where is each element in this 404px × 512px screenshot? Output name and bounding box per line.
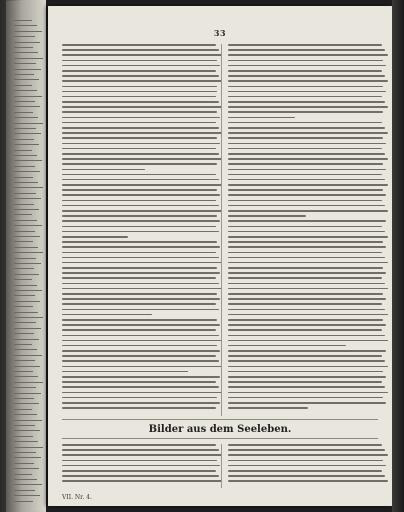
text-line [62, 65, 220, 67]
text-line [62, 283, 219, 285]
spine-text-line [14, 52, 38, 53]
text-line [228, 360, 385, 362]
spine-text-line [14, 96, 42, 97]
text-line [62, 303, 216, 305]
text-line [62, 117, 220, 119]
text-line [228, 65, 386, 67]
text-line [62, 80, 222, 82]
text-line [62, 355, 216, 357]
text-line [228, 319, 383, 321]
book-spine [0, 0, 46, 512]
spine-text-line [14, 501, 33, 502]
spine-text-line [14, 150, 32, 151]
text-line [228, 272, 386, 274]
section-text-column-right [228, 444, 388, 486]
text-line [62, 397, 217, 399]
text-line [62, 127, 219, 129]
spine-text-line [14, 177, 33, 178]
spine-text-line [14, 274, 39, 275]
text-line [228, 226, 382, 228]
text-line [228, 215, 306, 217]
text-line [228, 80, 388, 82]
text-line [62, 257, 219, 259]
text-line [62, 210, 222, 212]
text-line [228, 205, 385, 207]
text-line [228, 475, 385, 477]
text-line [62, 392, 222, 394]
spine-text-line [14, 112, 33, 113]
text-line [228, 143, 386, 145]
text-line [228, 277, 382, 279]
text-line [62, 449, 219, 451]
text-line [228, 293, 383, 295]
spine-text-line [14, 447, 43, 448]
text-line [62, 335, 219, 337]
text-line [62, 122, 216, 124]
spine-text-line [14, 457, 41, 458]
spine-text-line [14, 430, 40, 431]
section-divider-top [62, 419, 378, 420]
text-line [62, 465, 220, 467]
text-line [62, 402, 220, 404]
text-line [62, 137, 217, 139]
text-line [228, 44, 382, 46]
text-line [62, 272, 220, 274]
spine-text-line [14, 382, 43, 383]
text-line [62, 70, 216, 72]
spine-text-line [14, 182, 38, 183]
spine-text-line [14, 317, 43, 318]
spine-text-line [14, 355, 42, 356]
spine-text-line [14, 398, 34, 399]
text-line [228, 210, 388, 212]
text-line [228, 262, 388, 264]
text-line [228, 470, 382, 472]
spine-text-line [14, 63, 36, 64]
spine-text-line [14, 204, 34, 205]
text-line [228, 386, 385, 388]
spine-text-line [14, 268, 34, 269]
text-line [62, 252, 216, 254]
text-line [62, 324, 220, 326]
text-line [228, 335, 385, 337]
spine-text-line [14, 295, 35, 296]
spine-text-line [14, 133, 41, 134]
spine-text-line [14, 387, 36, 388]
text-line [228, 376, 386, 378]
text-line [228, 241, 383, 243]
spine-text-line [14, 441, 38, 442]
text-line [62, 75, 219, 77]
text-line [228, 60, 383, 62]
text-line [62, 475, 219, 477]
text-line [228, 200, 382, 202]
spine-text-line [14, 225, 42, 226]
text-line [228, 355, 382, 357]
text-line [228, 231, 385, 233]
text-line [62, 345, 217, 347]
text-line [62, 158, 222, 160]
spine-text-line [14, 236, 40, 237]
text-line [228, 449, 385, 451]
text-line [228, 392, 388, 394]
spine-text-line [14, 144, 39, 145]
text-line [62, 407, 216, 409]
spine-text-line [14, 349, 37, 350]
text-line [62, 49, 219, 51]
text-line [62, 460, 217, 462]
text-line [62, 350, 220, 352]
spine-text-line [14, 328, 41, 329]
spine-text-line [14, 409, 32, 410]
spine-text-line [14, 279, 32, 280]
text-line [228, 324, 386, 326]
text-line [228, 111, 383, 113]
text-line [62, 44, 216, 46]
text-line [62, 309, 219, 311]
section-divider-bottom [62, 438, 378, 439]
spine-text-line [14, 376, 38, 377]
text-line [62, 179, 219, 181]
text-line [62, 148, 216, 150]
text-line [62, 215, 217, 217]
spine-text-line [14, 484, 42, 485]
spine-text-line [14, 403, 39, 404]
spine-text-line [14, 47, 33, 48]
spine-text-line [14, 123, 43, 124]
spine-text-line [14, 155, 37, 156]
spine-text-line [14, 371, 33, 372]
text-line [62, 340, 222, 342]
spine-text-line [14, 312, 38, 313]
spine-text-line [14, 247, 38, 248]
spine-text-line [14, 42, 40, 43]
text-line [228, 106, 388, 108]
text-line [228, 236, 388, 238]
spine-text-line [14, 339, 39, 340]
spine-text-line [14, 79, 39, 80]
text-line [228, 127, 385, 129]
spine-text-line [14, 258, 36, 259]
text-line [62, 366, 222, 368]
text-line [62, 314, 152, 316]
text-line [62, 360, 219, 362]
text-line [62, 444, 216, 446]
text-line [228, 267, 383, 269]
text-line [228, 70, 382, 72]
text-line [62, 189, 217, 191]
scan-edge [392, 0, 404, 512]
text-line [62, 267, 217, 269]
text-line [228, 96, 382, 98]
text-line [62, 262, 222, 264]
text-line [228, 246, 386, 248]
text-line [62, 96, 216, 98]
text-line [62, 231, 219, 233]
spine-text-line [14, 322, 36, 323]
spine-text-line [14, 452, 36, 453]
spine-text-line [14, 74, 34, 75]
spine-text-line [14, 344, 32, 345]
text-line [228, 454, 388, 456]
text-line [62, 132, 222, 134]
spine-text-line [14, 479, 37, 480]
text-line [62, 241, 217, 243]
text-line [62, 371, 188, 373]
spine-text-line [14, 425, 35, 426]
spine-text-line [14, 360, 35, 361]
spine-text-line [14, 31, 42, 32]
text-line [228, 480, 388, 482]
spine-text-line [14, 101, 35, 102]
text-line [228, 381, 382, 383]
text-column-left [62, 44, 222, 412]
text-line [62, 246, 220, 248]
text-line [228, 122, 382, 124]
text-line [228, 132, 388, 134]
spine-text-line [14, 301, 40, 302]
spine-text-line [14, 69, 41, 70]
spine-text-line [14, 187, 43, 188]
spine-text-line [14, 285, 37, 286]
section-text-column-left [62, 444, 222, 486]
spine-text-line [14, 241, 33, 242]
text-line [228, 101, 385, 103]
text-line [228, 153, 385, 155]
spine-text-line [14, 420, 42, 421]
spine-text-line [14, 209, 39, 210]
text-line [228, 366, 388, 368]
text-line [62, 298, 220, 300]
text-line [62, 236, 128, 238]
section-heading: Bilder aus dem Seeleben. [148, 424, 292, 435]
text-line [62, 205, 219, 207]
spine-text-line [14, 393, 41, 394]
spine-text-line [14, 85, 32, 86]
text-line [62, 386, 219, 388]
text-line [62, 60, 217, 62]
text-line [62, 381, 216, 383]
text-line [228, 298, 386, 300]
text-line [228, 314, 388, 316]
text-line [228, 340, 388, 342]
spine-text-line [14, 171, 40, 172]
text-line [62, 470, 216, 472]
text-line [62, 226, 216, 228]
spine-text-line [14, 25, 37, 26]
book-page [48, 6, 392, 506]
spine-text-line [14, 106, 40, 107]
spine-text-line [14, 220, 37, 221]
text-line [62, 169, 145, 171]
text-line [62, 194, 220, 196]
text-line [62, 153, 219, 155]
text-line [228, 220, 386, 222]
spine-text-line [14, 495, 40, 496]
spine-text-line [14, 193, 36, 194]
column-divider [221, 44, 222, 416]
text-line [228, 137, 383, 139]
text-line [228, 283, 385, 285]
text-line [228, 54, 388, 56]
text-line [228, 257, 385, 259]
spine-text-line [14, 333, 34, 334]
spine-text-line [14, 117, 38, 118]
text-line [62, 86, 217, 88]
text-line [228, 402, 386, 404]
spine-text-line [14, 36, 35, 37]
spine-text-line [14, 198, 41, 199]
text-line [228, 189, 383, 191]
spine-text-line [14, 290, 42, 291]
text-line [228, 444, 382, 446]
text-line [228, 91, 386, 93]
text-line [228, 465, 386, 467]
page-number: 33 [213, 28, 227, 38]
text-line [228, 371, 383, 373]
text-line [62, 106, 222, 108]
text-line [62, 54, 222, 56]
spine-text-line [14, 231, 35, 232]
text-line [228, 169, 386, 171]
text-line [228, 345, 346, 347]
spine-text-line [14, 90, 37, 91]
text-line [62, 184, 222, 186]
text-line [62, 91, 217, 93]
text-line [228, 460, 383, 462]
spine-text-line [14, 20, 32, 21]
text-line [228, 163, 383, 165]
text-line [228, 75, 385, 77]
text-line [228, 252, 382, 254]
text-line [228, 86, 383, 88]
text-line [228, 288, 388, 290]
text-line [228, 49, 385, 51]
text-line [228, 148, 382, 150]
text-line [228, 184, 388, 186]
spine-text-line [14, 474, 32, 475]
text-line [228, 179, 385, 181]
text-line [62, 329, 216, 331]
text-line [62, 174, 216, 176]
spine-text-line [14, 160, 42, 161]
spine-text-line [14, 436, 33, 437]
text-line [62, 376, 220, 378]
text-line [228, 329, 382, 331]
text-line [62, 293, 217, 295]
spine-text-line [14, 263, 41, 264]
spine-text-line [14, 366, 40, 367]
text-line [62, 220, 220, 222]
text-line [62, 288, 222, 290]
text-line [62, 319, 217, 321]
spine-text-line [14, 306, 33, 307]
spine-text-line [14, 414, 37, 415]
text-line [228, 117, 295, 119]
text-line [228, 303, 382, 305]
spine-text-line [14, 252, 43, 253]
text-line [228, 174, 382, 176]
text-line [228, 309, 385, 311]
section-column-divider [221, 444, 222, 488]
spine-text-line [14, 128, 36, 129]
text-line [228, 407, 308, 409]
spine-text-line [14, 214, 32, 215]
text-line [62, 277, 216, 279]
text-line [228, 350, 386, 352]
text-line [62, 101, 219, 103]
spine-text-line [14, 490, 35, 491]
text-line [228, 397, 383, 399]
text-line [62, 480, 222, 482]
text-line [228, 158, 388, 160]
text-column-right [228, 44, 388, 412]
spine-text-line [14, 139, 34, 140]
spine-text-line [14, 463, 34, 464]
text-line [62, 454, 222, 456]
text-line [228, 194, 386, 196]
text-line [62, 163, 217, 165]
spine-text-line [14, 468, 39, 469]
spine-text-line [14, 166, 35, 167]
text-line [62, 111, 217, 113]
text-line [62, 143, 220, 145]
spine-text-line [14, 58, 43, 59]
footer-signature: VII. Nr. 4. [62, 494, 92, 501]
text-line [62, 200, 216, 202]
